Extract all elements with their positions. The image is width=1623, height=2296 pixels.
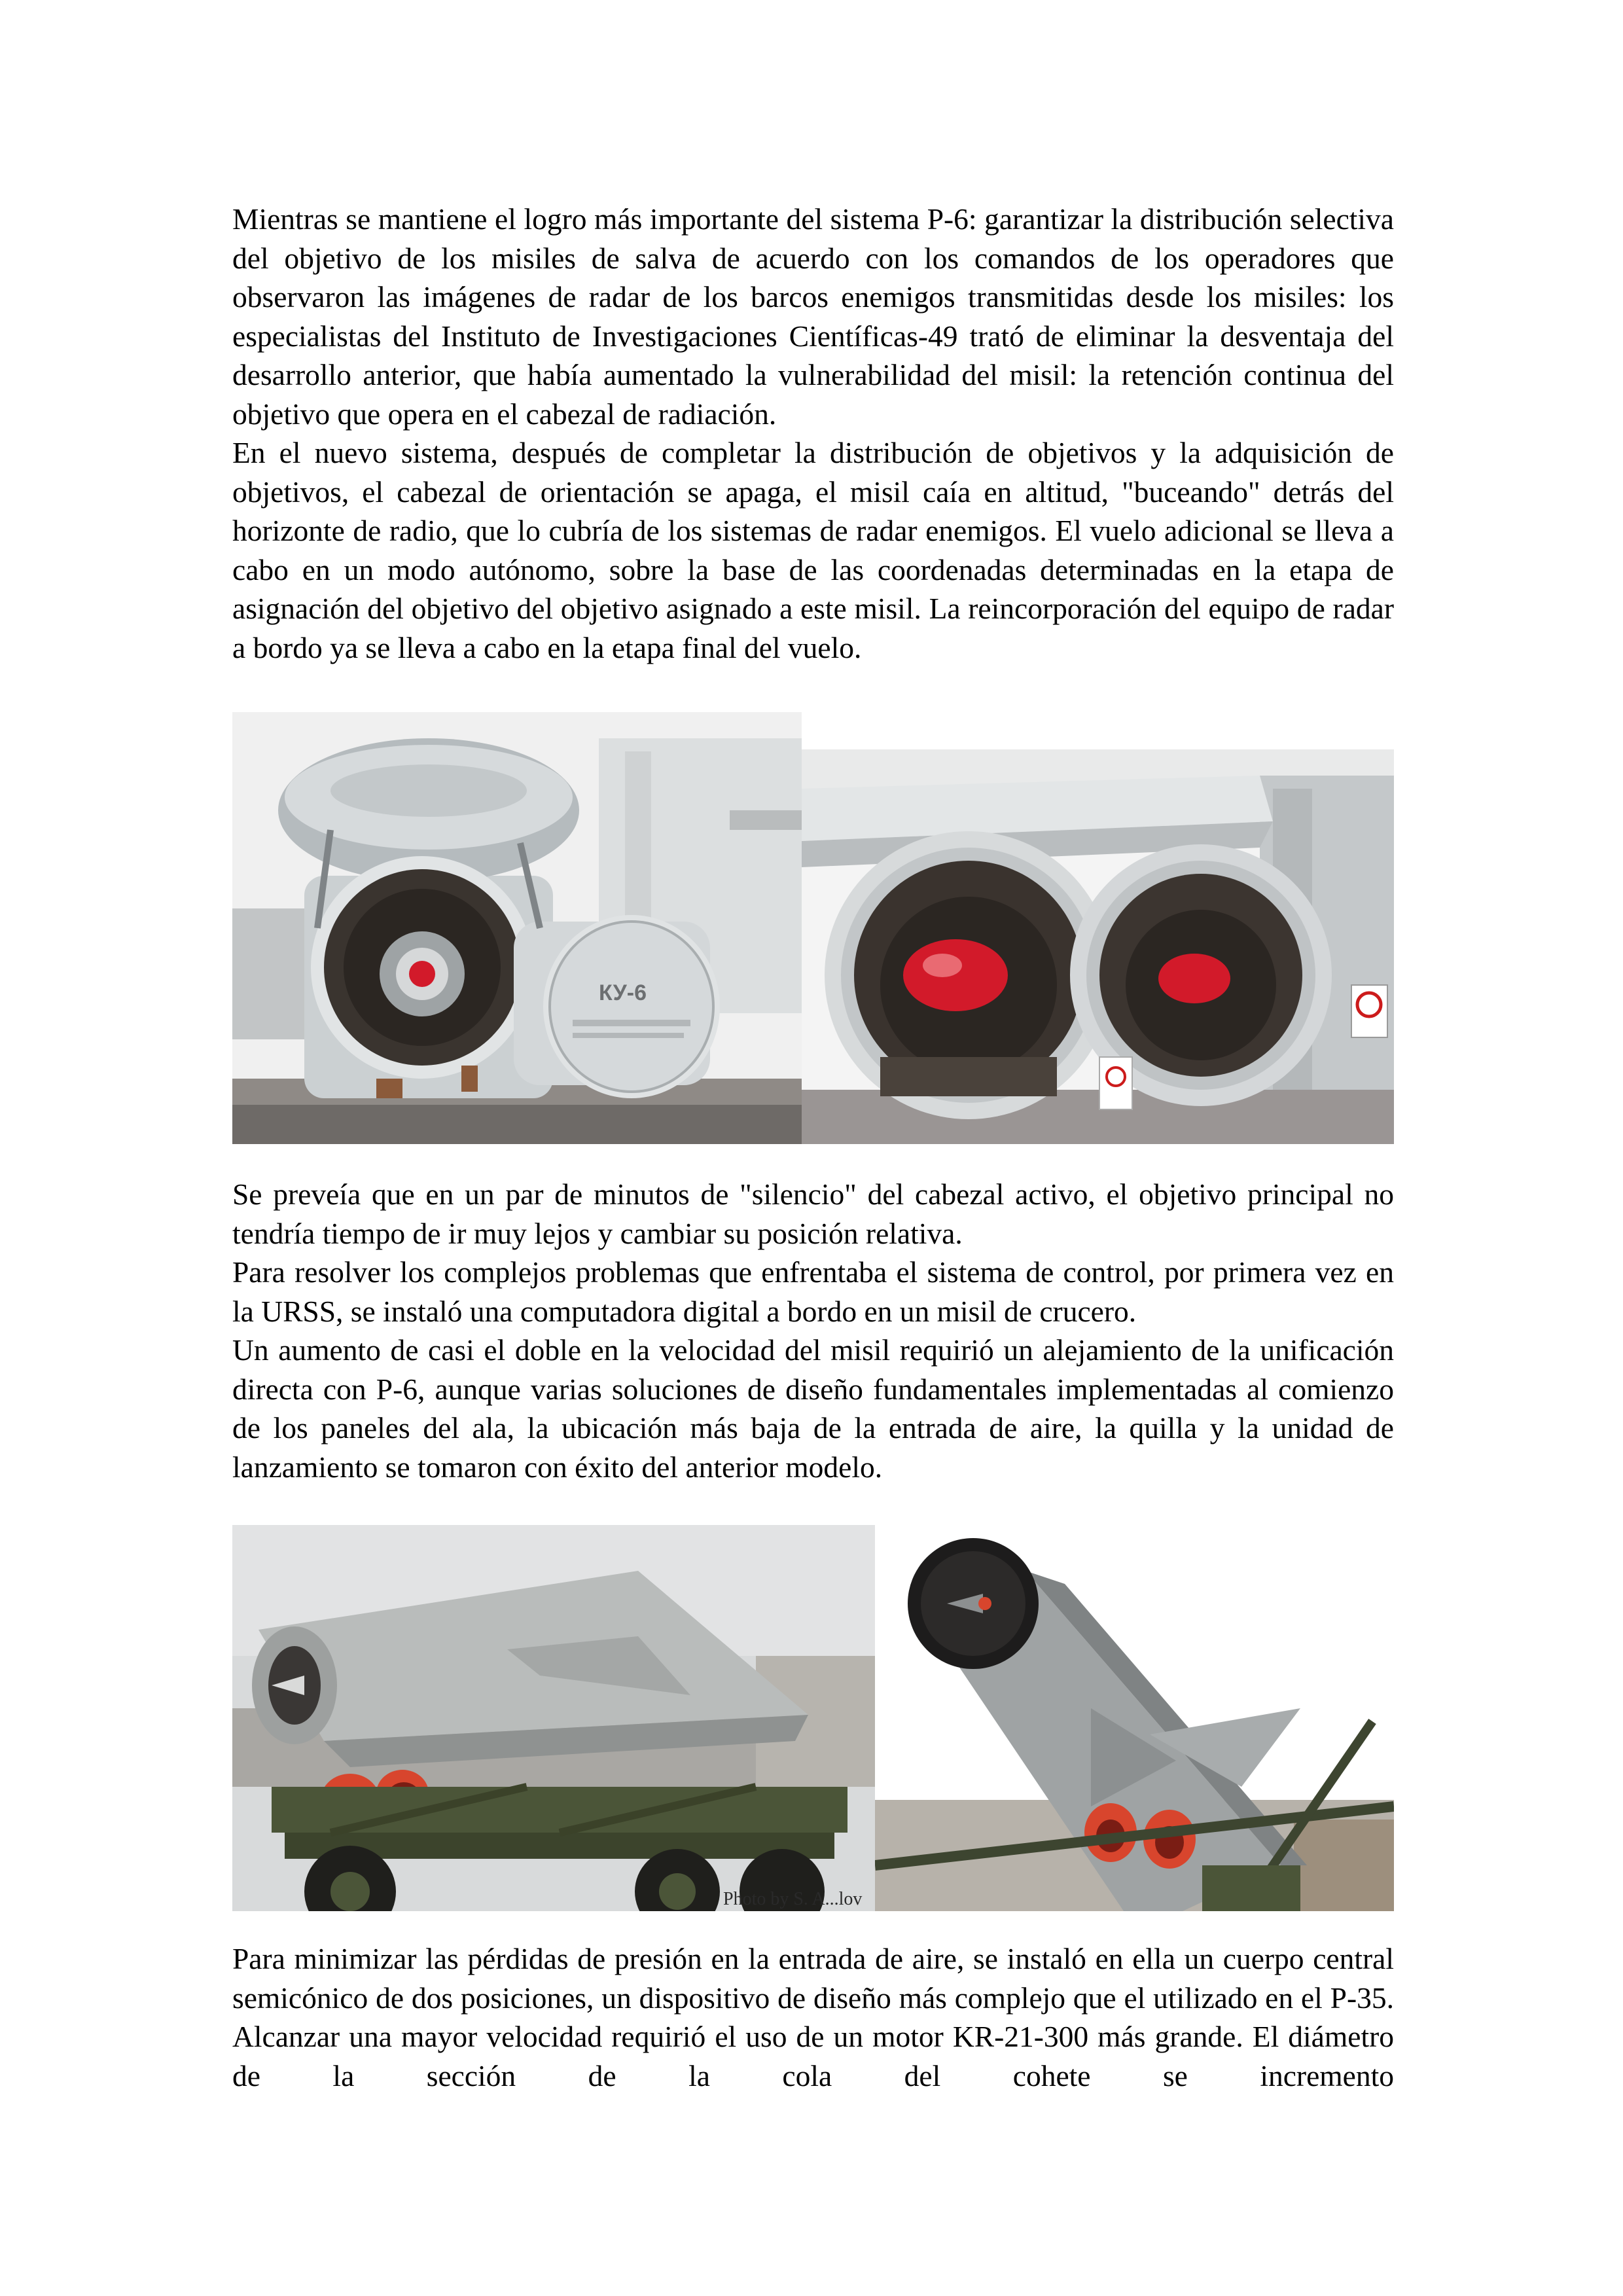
container-marking: КУ-6 [599,980,647,1005]
paragraph-digital-computer: Para resolver los complejos problemas que enfrentaba el sistema de control, por primera vez en la URSS, se instaló una computadora digital a bordo en un misil de crucero. [232,1255,1394,1328]
paragraph-velocity: Un aumento de casi el doble en la velocidad del misil requirió un alejamiento de la unificación directa con P-6, aunque varias soluciones de diseño fundamentales implementadas al comienzo de los paneles del ala, la ubicación más baja de la entrada de aire, la quilla y la unidad de lanzamiento se tomaron con éxito del anterior modelo. [232,1333,1394,1484]
photo-missile-on-transporter [232,1525,875,1911]
paragraph-p6-advantage: Mientras se mantiene el logro más importante del sistema P-6: garantizar la distribución selectiva del objetivo de los misiles de salva de acuerdo con los comandos de los operadores que observaron las imágenes de radar de los barcos enemigos transmitidas desde los misiles: los especialistas del Instituto de Investigaciones Científicas-49 trató de eliminar la desventaja del desarrollo anterior, que había aumentado la vulnerabilidad del misil: la retención continua del objetivo que opera en el cabezal de radiación. [232,202,1394,431]
photo-missile-front-view [875,1525,1394,1911]
paragraph-silence: Se preveía que en un par de minutos de "silencio" del cabezal activo, el objetivo principal no tendría tiempo de ir muy lejos y cambiar su posición relativa. [232,1177,1394,1250]
photo-launch-containers-right [802,749,1394,1144]
paragraph-pressure-losses: Para minimizar las pérdidas de presión en la entrada de aire, se instaló en ella un cuerpo central semicónico de dos posiciones, un dispositivo de diseño más complejo que el utilizado en el P-35. Alcanzar una mayor velocidad requirió el uso de un motor KR-21-300 más grande. El diámetro de la sección de la cola del cohete se incremento [232,1942,1394,2092]
photo-launch-container-left [232,712,802,1144]
photo-credit: Photo by S. A...lov [723,1889,863,1909]
paragraph-new-system: En el nuevo sistema, después de completar la distribución de objetivos y la adquisición de objetivos, el cabezal de orientación se apaga, el misil caía en altitud, "buceando" detrás del horizonte de radio, que lo cubría de los sistemas de radar enemigos. El vuelo adicional se lleva a cabo en un modo autónomo, sobre la base de las coordenadas determinadas en la etapa de asignación del objetivo del objetivo asignado a este misil. La reincorporación del equipo de radar a bordo ya se lleva a cabo en la etapa final del vuelo. [232,436,1394,664]
